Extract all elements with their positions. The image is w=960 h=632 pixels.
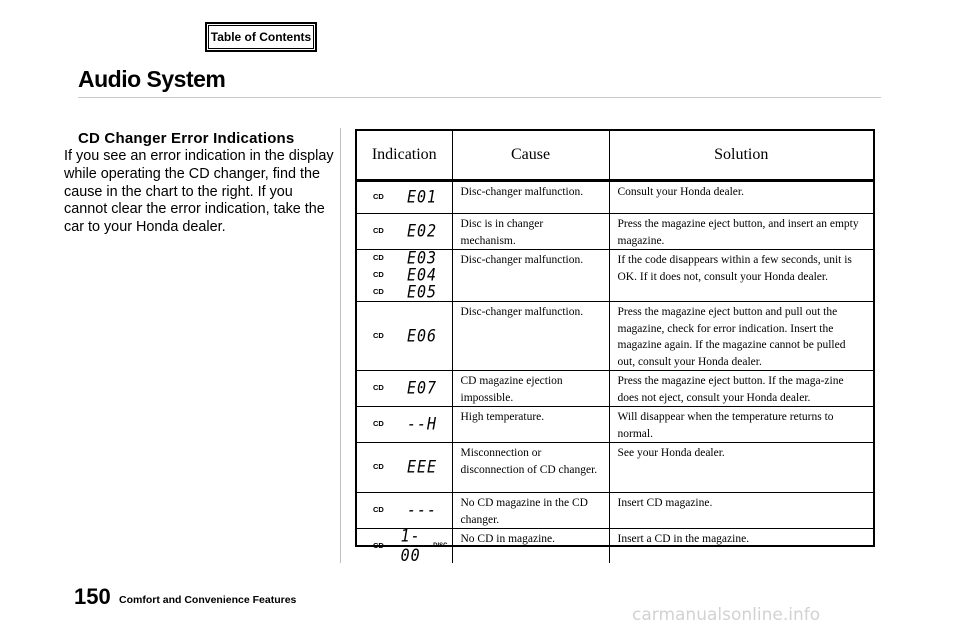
error-rows <box>357 181 873 566</box>
header-solution: Solution <box>609 131 873 181</box>
cause-cell: Disc-changer malfunction. <box>452 250 609 302</box>
intro-text: If you see an error indication in the display while operating the CD changer, find the cause in the chart to the right. If you cannot clear the error indication, take the car to your Honda dealer. <box>64 148 334 236</box>
page-title: Audio System <box>78 66 226 92</box>
error-code: E04 <box>407 264 438 286</box>
cause-cell: High temperature. <box>452 407 609 443</box>
indication-cell <box>357 181 452 214</box>
watermark: carmanualsonline.info <box>632 605 821 625</box>
table-row <box>357 493 873 529</box>
solution-cell: If the code disappears within a few seconds, unit is OK. If it does not, consult your Honda dealer. <box>609 250 873 302</box>
error-indication-table <box>357 131 873 566</box>
error-code: E07 <box>407 377 438 399</box>
table-row <box>357 214 873 250</box>
error-code: --H <box>407 413 438 435</box>
cd-label: CD <box>373 192 384 202</box>
indication-cell <box>357 214 452 250</box>
error-code: E01 <box>407 186 438 208</box>
solution-cell: Insert a CD in the magazine. <box>609 529 873 563</box>
error-code: E06 <box>407 325 438 347</box>
table-row <box>357 529 873 563</box>
header-cause: Cause <box>452 131 609 181</box>
table-of-contents-button[interactable] <box>205 22 317 52</box>
indication-display <box>363 525 448 566</box>
error-code: E02 <box>407 220 438 242</box>
cd-label: CD <box>373 270 384 280</box>
error-code: E03 <box>407 247 438 269</box>
cause-cell: No CD in magazine. <box>452 529 609 563</box>
error-code: E05 <box>407 281 438 303</box>
section-footer: Comfort and Convenience Features <box>119 594 297 606</box>
cd-label: CD <box>373 419 384 429</box>
indication-display <box>363 456 448 478</box>
solution-cell: See your Honda dealer. <box>609 443 873 493</box>
cause-cell: Disc is in changer mechanism. <box>452 214 609 250</box>
cd-label: CD <box>373 253 384 263</box>
cd-label: CD <box>373 383 384 393</box>
indication-cell <box>357 443 452 493</box>
indication-cell <box>357 493 452 529</box>
cd-label: CD <box>373 330 384 340</box>
title-divider <box>78 97 881 98</box>
table-row <box>357 371 873 407</box>
column-divider <box>340 128 341 563</box>
cause-cell: Misconnection or disconnection of CD changer. <box>452 443 609 493</box>
solution-cell: Press the magazine eject button and pull out the magazine, check for error indication. Insert the magazine again. If the magazine cannot be pulled out, consult your Honda dealer. <box>609 302 873 371</box>
indication-display <box>363 499 448 521</box>
error-table-frame <box>355 129 875 566</box>
indication-cell <box>357 247 452 303</box>
table-row <box>357 250 873 302</box>
solution-cell: Insert CD magazine. <box>609 493 873 529</box>
indication-display <box>363 186 448 208</box>
indication-cell <box>357 302 452 371</box>
header-indication: Indication <box>357 131 452 181</box>
indication-display <box>363 413 448 435</box>
cd-label: CD <box>373 226 384 236</box>
indication-display <box>363 281 448 303</box>
toc-label: Table of Contents <box>210 30 312 44</box>
table-row <box>357 407 873 443</box>
error-code: EEE <box>407 456 438 478</box>
section-heading: CD Changer Error Indications <box>78 130 295 147</box>
solution-cell: Press the magazine eject button, and insert an empty magazine. <box>609 214 873 250</box>
table-row <box>357 443 873 493</box>
cause-cell: Disc-changer malfunction. <box>452 302 609 371</box>
cause-cell: Disc-changer malfunction. <box>452 181 609 214</box>
error-code: --- <box>407 499 438 521</box>
indication-cell <box>357 525 452 566</box>
indication-display <box>363 325 448 347</box>
indication-display <box>363 377 448 399</box>
cd-label: CD <box>373 462 384 472</box>
page-number: 150 <box>74 584 111 609</box>
error-code: 1-00 <box>400 525 421 566</box>
indication-cell <box>357 371 452 407</box>
cd-label: CD <box>373 287 384 297</box>
solution-cell: Press the magazine eject button. If the maga-zine does not eject, consult your Honda dealer. <box>609 371 873 407</box>
cd-label: CD <box>373 505 384 515</box>
cd-label: CD <box>373 540 384 550</box>
solution-cell: Consult your Honda dealer. <box>609 181 873 214</box>
cause-cell: No CD magazine in the CD changer. <box>452 493 609 529</box>
table-row <box>357 181 873 214</box>
cause-cell: CD magazine ejection impossible. <box>452 371 609 407</box>
indication-cell <box>357 407 452 443</box>
table-row <box>357 302 873 371</box>
disc-label: DISC <box>433 542 448 549</box>
indication-display <box>363 220 448 242</box>
solution-cell: Will disappear when the temperature returns to normal. <box>609 407 873 443</box>
